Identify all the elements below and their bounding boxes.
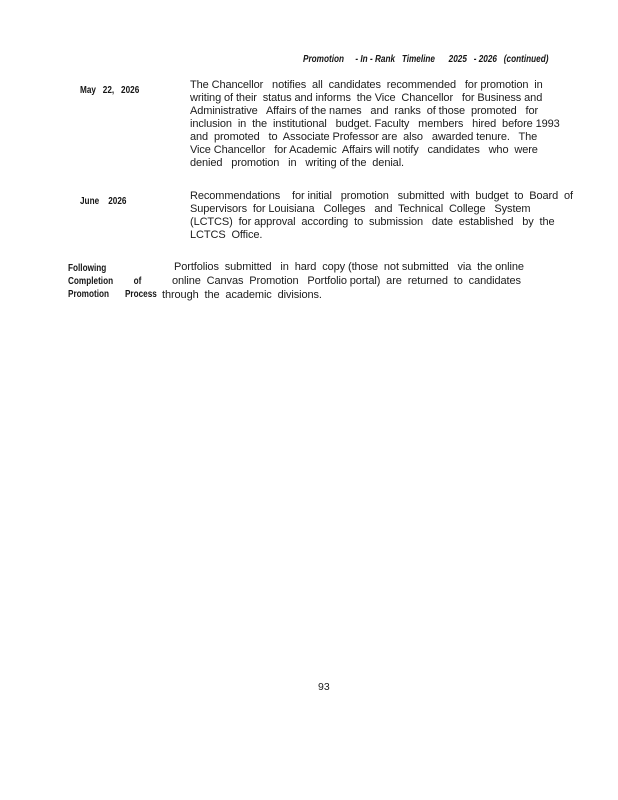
entry-date-june [80,191,137,209]
body-line: and promoted to Associate Professor are also awarded tenure. The [190,131,538,143]
entry-body-june [190,190,574,242]
entry-date-label: May 22, 2026 [80,85,140,96]
entry-label-line: Promotion Process [68,289,157,300]
page-header-title: Promotion - In - Rank Timeline 2025 - 2026 (continued) [303,54,549,65]
body-line: Administrative Affairs of the names and ranks of those promoted for [190,105,539,117]
entry-label-following [68,261,176,300]
body-line: inclusion in the institutional budget. Faculty members hired before 1993 [190,118,560,130]
body-line: Vice Chancellor for Academic Affairs will notify candidates who were [190,144,538,156]
body-line: The Chancellor notifies all candidates recommended for promotion in [190,79,543,91]
body-line: (LCTCS) for approval according to submission date established by the [190,216,555,228]
body-line: through the academic divisions. [162,289,322,301]
body-line: LCTCS Office. [190,229,263,241]
body-line: Recommendations for initial promotion submitted with budget to Board of [190,190,574,202]
body-line: Portfolios submitted in hard copy (those not submitted via the online [174,261,524,273]
entry-date-label: June 2026 [80,196,127,207]
page-header [303,49,602,67]
body-line: denied promotion in writing of the denial. [190,157,405,169]
entry-body-may [190,79,562,170]
body-line: Supervisors for Louisiana Colleges and Technical College System [190,203,531,215]
entry-label-line: Following [68,263,107,274]
body-line: online Canvas Promotion Portfolio portal) are returned to candidates [172,275,521,287]
page-number-label: 93 [318,681,330,693]
entry-body-following [162,260,542,302]
entry-date-may [80,80,152,98]
body-line: writing of their status and informs the Vice Chancellor for Business and [190,92,543,104]
entry-label-line: Completion of [68,276,142,287]
